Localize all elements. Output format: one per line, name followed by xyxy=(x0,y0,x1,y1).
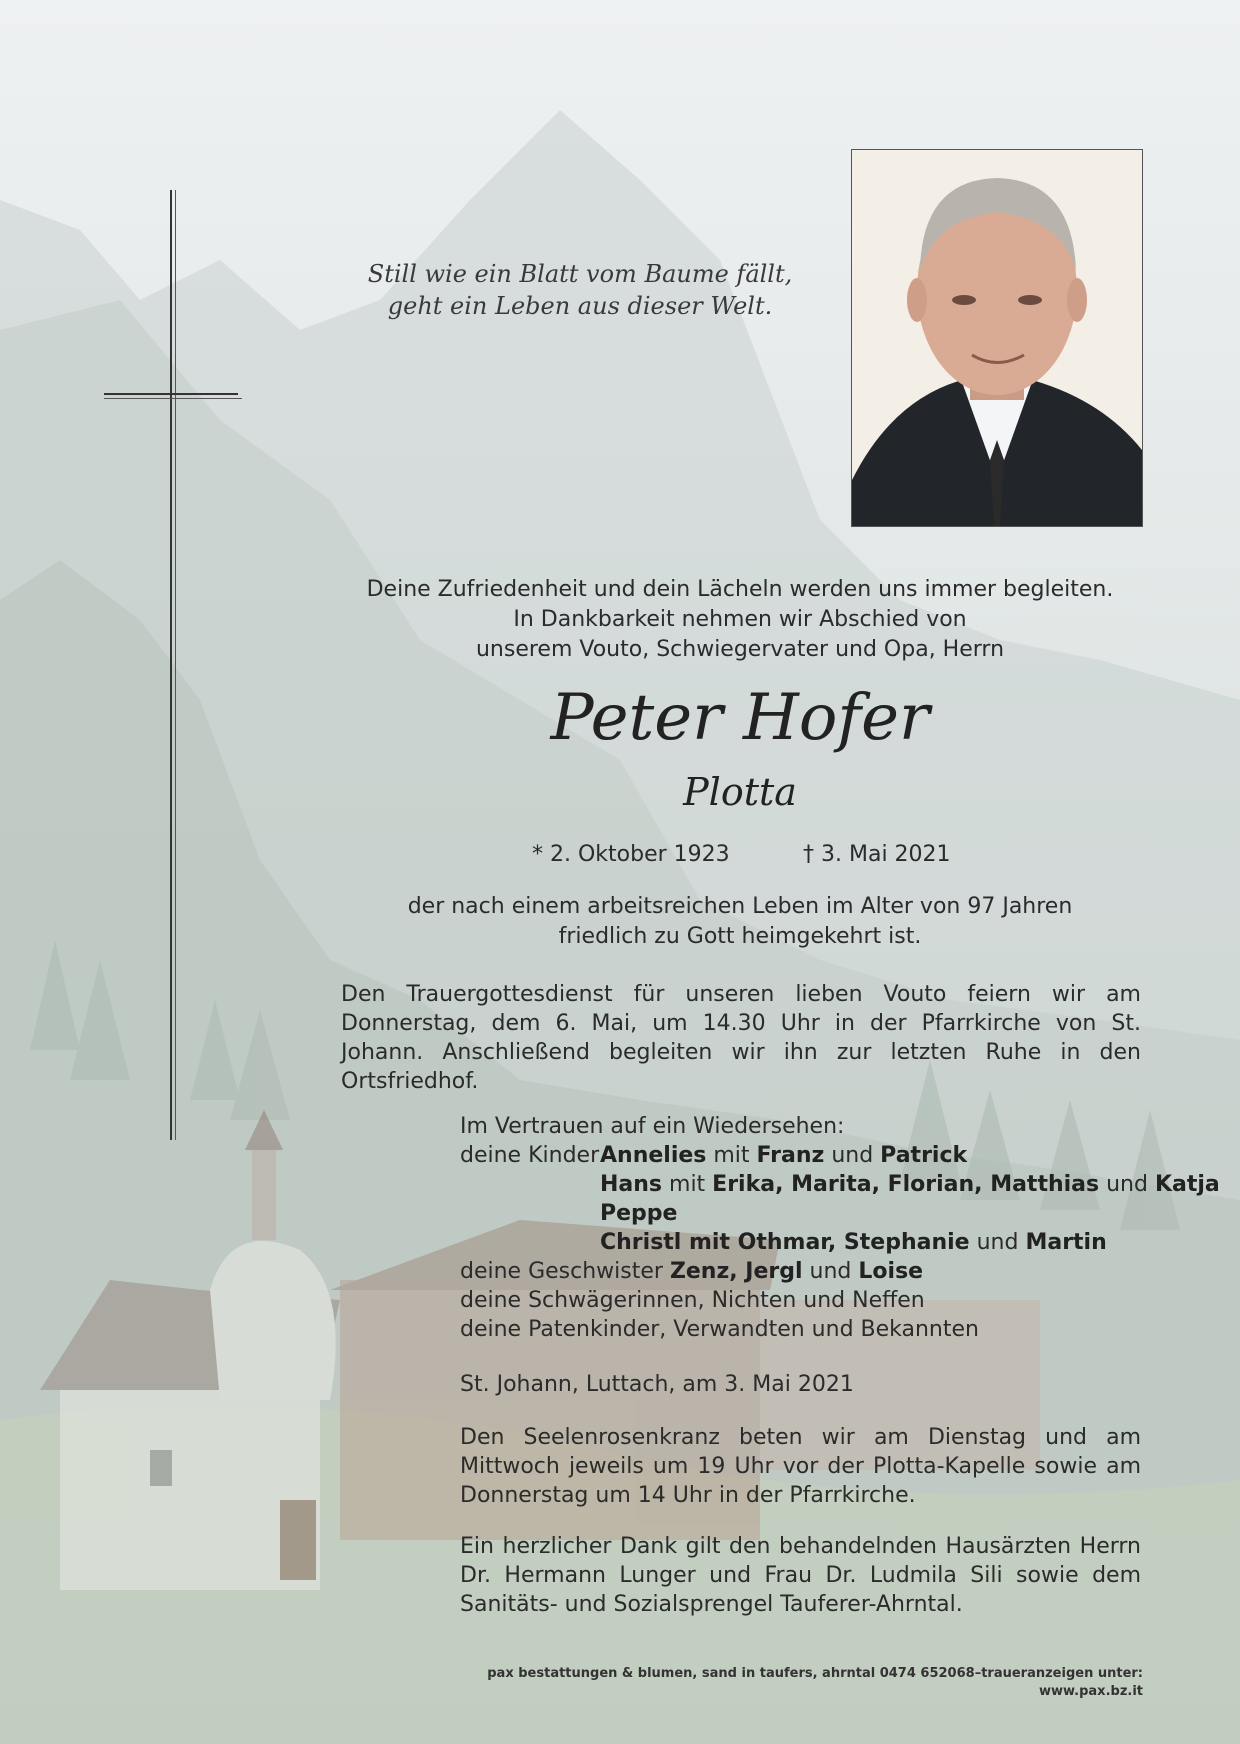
intro-text xyxy=(340,575,1140,665)
family-names: Christl mit Othmar, Stephanie xyxy=(600,1230,970,1255)
deceased-name: Peter Hofer xyxy=(550,681,930,755)
child-name: Annelies xyxy=(600,1143,707,1168)
birth-date: * 2. Oktober 1923 xyxy=(532,842,730,867)
cross-vertical-line xyxy=(170,190,172,1140)
life-summary xyxy=(340,892,1140,952)
connector-text: mit xyxy=(662,1172,713,1197)
connector-text: mit xyxy=(706,1143,757,1168)
thanks-text: Ein herzlicher Dank gilt den behandelnden Hausärzten Herrn Dr. Hermann Lunger und Frau Dr. Ludmila Sili sowie dem Sanitäts- und Sozialsprengel Tauferer-Ahrntal. xyxy=(460,1534,1141,1617)
cross-vertical-line-thin xyxy=(175,190,176,1140)
deceased-nickname: Plotta xyxy=(683,770,797,814)
in-laws-row: deine Schwägerinnen, Nichten und Neffen xyxy=(460,1288,925,1313)
grandchild-name: Patrick xyxy=(880,1143,968,1168)
portrait-photo xyxy=(851,149,1143,527)
child-name: Peppe xyxy=(600,1201,678,1226)
sibling-name: Loise xyxy=(858,1259,924,1284)
place-and-date: St. Johann, Luttach, am 3. Mai 2021 xyxy=(460,1372,854,1397)
intro-line-2: In Dankbarkeit nehmen wir Abschied von xyxy=(513,607,967,632)
children-row-1 xyxy=(460,1141,1150,1170)
funeral-home-footer: pax bestattungen & blumen, sand in taufers, ahrntal 0474 652068–traueranzeigen unter: www.pax.bz.it xyxy=(487,1666,1143,1699)
siblings-row xyxy=(460,1257,1150,1286)
sibling-names: Zenz, Jergl xyxy=(669,1259,803,1284)
connector-text: und xyxy=(824,1143,881,1168)
mourners-heading: Im Vertrauen auf ein Wiedersehen: xyxy=(460,1114,845,1139)
children-row-4 xyxy=(460,1228,1150,1257)
spouse-name: Franz xyxy=(756,1143,825,1168)
intro-line-3: unserem Vouto, Schwiegervater und Opa, Herrn xyxy=(475,637,1005,662)
intro-line-1: Deine Zufriedenheit und dein Lächeln werden uns immer begleiten. xyxy=(366,577,1114,602)
connector-text: und xyxy=(802,1259,859,1284)
rosary-text: Den Seelenrosenkranz beten wir am Dienstag und am Mittwoch jeweils um 19 Uhr vor der Plotta-Kapelle sowie am Donnerstag um 14 Uhr in der Pfarrkirche. xyxy=(460,1425,1141,1508)
children-row-2 xyxy=(460,1170,1220,1199)
death-date: † 3. Mai 2021 xyxy=(803,842,951,867)
children-label: deine Kinder xyxy=(460,1143,600,1168)
family-names: Erika, Marita, Florian, Matthias xyxy=(712,1172,1100,1197)
connector-text: und xyxy=(1099,1172,1155,1197)
summary-line-1: der nach einem arbeitsreichen Leben im Alter von 97 Jahren xyxy=(407,894,1073,919)
memorial-motto xyxy=(340,258,820,322)
cross-horizontal-line-thin xyxy=(104,398,242,399)
mourners-list xyxy=(460,1112,1220,1344)
grandchild-name: Martin xyxy=(1025,1230,1107,1255)
connector-text: und xyxy=(969,1230,1026,1255)
grandchild-name: Katja xyxy=(1154,1172,1220,1197)
child-name: Hans xyxy=(600,1172,663,1197)
godchildren-row: deine Patenkinder, Verwandten und Bekannten xyxy=(460,1317,979,1342)
motto-line-2: geht ein Leben aus dieser Welt. xyxy=(387,292,773,320)
summary-line-2: friedlich zu Gott heimgekehrt ist. xyxy=(558,924,922,949)
funeral-service-text: Den Trauergottesdienst für unseren lieben Vouto feiern wir am Donnerstag, dem 6. Mai, um 14.30 Uhr in der Pfarrkirche von St. Johann. Anschließend begleiten wir ihn zur letzten Ruhe in den Ortsfriedhof. xyxy=(341,982,1141,1094)
motto-line-1: Still wie ein Blatt vom Baume fällt, xyxy=(367,260,793,288)
life-dates xyxy=(500,840,980,872)
siblings-label: deine Geschwister xyxy=(460,1259,670,1284)
cross-horizontal-line xyxy=(104,393,238,395)
children-row-3 xyxy=(460,1199,1150,1228)
